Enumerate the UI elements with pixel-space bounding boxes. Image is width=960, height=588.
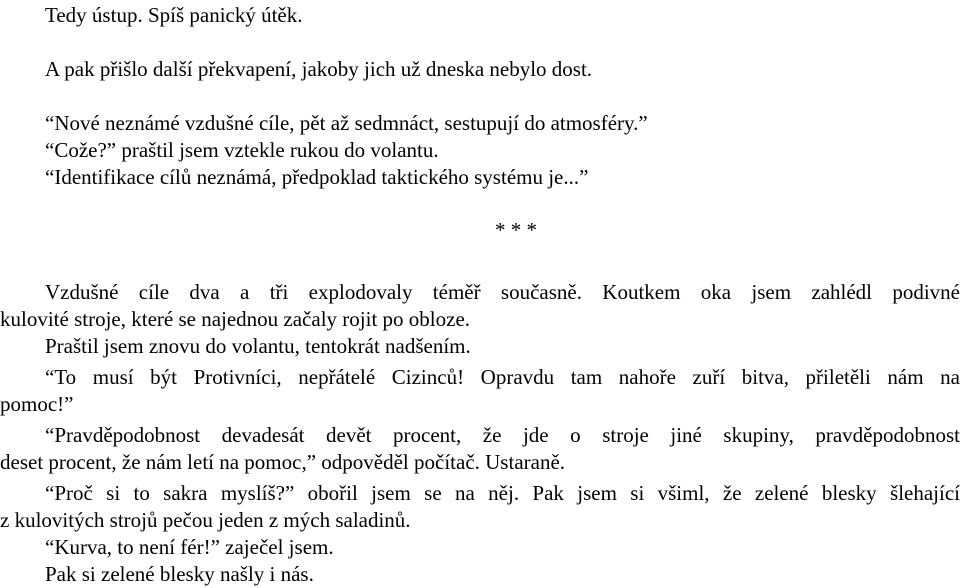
text-line-9: Praštil jsem znovu do volantu, tentokrát nadšením. bbox=[45, 334, 471, 358]
text-line-14: “Proč si to sakra myslíš?” obořil jsem se na něj. Pak jsem si všiml, že zelené blesky šlehající bbox=[45, 481, 960, 505]
text-line-15: z kulovitých strojů pečou jeden z mých saladinů. bbox=[0, 508, 411, 532]
text-line-13: deset procent, že nám letí na pomoc,” odpověděl počítač. Ustaraně. bbox=[0, 450, 566, 474]
text-line-3: “Nové neznámé vzdušné cíle, pět až sedmnáct, sestupují do atmosféry.” bbox=[45, 111, 648, 135]
section-break-stars: * * * bbox=[495, 218, 537, 242]
text-line-1: Tedy ústup. Spíš panický útěk. bbox=[45, 3, 303, 27]
text-line-2: A pak přišlo další překvapení, jakoby jich už dneska nebylo dost. bbox=[45, 57, 593, 81]
text-line-16: “Kurva, to není fér!” zaječel jsem. bbox=[45, 535, 334, 559]
text-line-17: Pak si zelené blesky našly i nás. bbox=[45, 562, 314, 586]
text-line-11: pomoc!” bbox=[0, 392, 74, 416]
text-line-7: Vzdušné cíle dva a tři explodovaly téměř současně. Koutkem oka jsem zahlédl podivné bbox=[45, 280, 960, 304]
text-line-5: “Identifikace cílů neznámá, předpoklad taktického systému je...” bbox=[45, 165, 589, 189]
text-line-4: “Cože?” praštil jsem vztekle rukou do volantu. bbox=[45, 138, 439, 162]
text-line-8: kulovité stroje, které se najednou začaly rojit po obloze. bbox=[0, 307, 471, 331]
text-line-10: “To musí být Protivníci, nepřátelé Cizinců! Opravdu tam nahoře zuří bitva, přiletěli nám na bbox=[45, 365, 960, 389]
text-line-12: “Pravděpodobnost devadesát devět procent, že jde o stroje jiné skupiny, pravděpodobnost bbox=[45, 423, 960, 447]
